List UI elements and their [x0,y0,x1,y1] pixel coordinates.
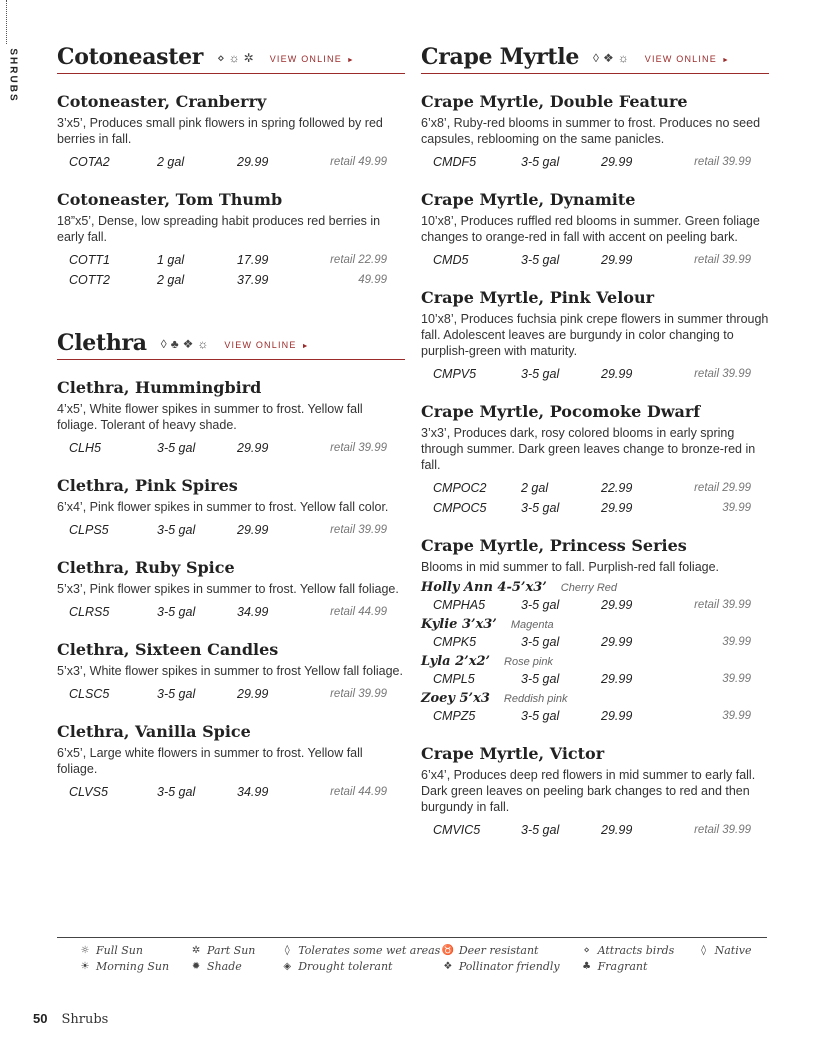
product-entry [57,92,405,172]
legend-item [442,960,581,973]
play-arrow-icon: ► [721,57,731,64]
sku-price: 34.99 [237,605,269,619]
full-sun-icon: ☼ [228,51,240,65]
product-entry [421,190,769,270]
category-header [57,326,405,360]
product-entry [57,722,405,802]
product-entry [421,288,769,384]
sku-size: 1 gal [157,253,185,267]
sku-row [57,438,405,458]
page-section-name: Shrubs [61,1012,109,1027]
sku-price: 29.99 [237,155,269,169]
legend-label: Full Sun [96,944,143,957]
sku-retail-price: 39.99 [722,502,751,514]
sku-code: CMPOC2 [433,481,487,495]
product-entry [57,476,405,540]
sku-price: 29.99 [601,501,633,515]
legend-label: Tolerates some wet areas [298,944,441,957]
sku-retail-price: retail 22.99 [330,254,387,266]
legend-item [79,944,190,957]
view-online-link[interactable] [645,54,730,64]
sku-size: 3-5 gal [157,687,196,701]
legend-label: Drought tolerant [298,960,393,973]
legend-label: Pollinator friendly [458,960,560,973]
product-entry [57,640,405,704]
legend-item [190,960,281,973]
sku-retail-price: retail 39.99 [330,442,387,454]
full-sun-icon: ☼ [617,51,629,65]
legend-column [698,944,767,973]
product-title: Clethra, Vanilla Spice [57,722,251,741]
sku-row [57,520,405,540]
legend-item [442,944,581,957]
sku-row [421,820,769,840]
product-title: Crape Myrtle, Pink Velour [421,288,655,307]
legend-label: Deer resistant [458,944,539,957]
product-title: Crape Myrtle, Victor [421,744,605,763]
product-entry [421,402,769,518]
page-number: 50 [33,1011,48,1026]
sku-code: COTT2 [69,273,110,287]
sku-row [57,602,405,622]
full-sun-icon: ☼ [80,945,90,956]
sku-size: 3-5 gal [521,253,560,267]
sku-price: 37.99 [237,273,269,287]
legend-grid [57,944,767,973]
part-sun-icon: ✲ [243,51,254,65]
sku-row [421,669,769,689]
variety-name: Holly Ann 4-5’x3’ [421,580,547,595]
product-title: Clethra, Hummingbird [57,378,262,397]
category-icons [161,337,209,351]
sku-size: 3-5 gal [157,605,196,619]
left-column [57,40,405,820]
product-description: 6’x5’, Large white flowers in summer to frost. Yellow fall foliage. [57,746,363,776]
product-title: Crape Myrtle, Double Feature [421,92,688,111]
sku-retail-price: retail 39.99 [694,368,751,380]
sku-row [57,684,405,704]
variety-color: Magenta [510,619,554,631]
product-description: 6’x4’, Pink flower spikes in summer to frost. Yellow fall color. [57,500,389,514]
legend-label: Fragrant [597,960,648,973]
legend-column [57,944,190,973]
pollinator-friendly-icon: ❖ [443,961,453,972]
product-description: 5’x3’, Pink flower spikes in summer to frost. Yellow fall foliage. [57,582,399,596]
legend-item [281,944,442,957]
sku-retail-price: 49.99 [358,274,387,286]
category-section [57,40,405,290]
sku-retail-price: retail 29.99 [694,482,751,494]
sku-retail-price: retail 39.99 [694,254,751,266]
product-title: Crape Myrtle, Pocomoke Dwarf [421,402,701,421]
view-online-link[interactable] [224,340,309,350]
sku-size: 3-5 gal [521,672,560,686]
sku-price: 29.99 [601,672,633,686]
part-sun-icon: ✲ [191,945,201,956]
category-header [421,40,769,74]
sku-code: CMDF5 [433,155,477,169]
variety-name: Zoey 5’x3 [421,691,490,706]
legend-item [190,944,281,957]
drought-tolerant-icon: ◈ [283,961,292,972]
attracts-birds-icon: ⋄ [583,945,590,956]
fragrant-icon: ♣ [170,337,179,351]
sku-retail-price: retail 39.99 [694,824,751,836]
legend-column [581,944,698,973]
product-entry [57,378,405,458]
product-title: Clethra, Sixteen Candles [57,640,279,659]
sku-price: 29.99 [237,687,269,701]
side-tab-dots [6,0,8,44]
right-column [421,40,769,858]
product-entry [57,190,405,290]
sku-code: COTT1 [69,253,110,267]
side-tab-label: SHRUBS [7,48,19,103]
product-entry [421,92,769,172]
play-arrow-icon: ► [301,343,310,350]
sku-retail-price: retail 44.99 [330,786,387,798]
product-title: Clethra, Pink Spires [57,476,238,495]
product-description: 6’x8’, Ruby-red blooms in summer to frost. Produces no seed capsules, reblooming on the same panicles. [421,116,761,146]
sku-size: 3-5 gal [521,155,560,169]
sku-retail-price: retail 39.99 [694,599,751,611]
sku-size: 3-5 gal [521,823,560,837]
sku-code: CLPS5 [69,523,109,537]
variety-row [421,691,769,706]
sku-price: 29.99 [601,253,633,267]
product-description: 18”x5’, Dense, low spreading habit produces red berries in early fall. [57,214,381,244]
legend-column [190,944,281,973]
product-entry [421,536,769,726]
product-description: 4’x5’, White flower spikes in summer to frost. Yellow fall foliage. Tolerant of heavy shade. [57,402,363,432]
sku-price: 22.99 [601,481,633,495]
sku-price: 29.99 [601,598,633,612]
sku-price: 29.99 [601,823,633,837]
sku-price: 29.99 [601,155,633,169]
sku-row [421,595,769,615]
product-description: 10’x8’, Produces fuchsia pink crepe flowers in summer through fall. Adolescent leaves are burgundy in color changing to purplish-green with maturity. [421,312,769,358]
pollinator-friendly-icon: ❖ [182,337,194,351]
sku-row [57,152,405,172]
fragrant-icon: ♣ [582,961,592,972]
sku-price: 29.99 [601,709,633,723]
legend-item [581,944,698,957]
sku-size: 3-5 gal [157,441,196,455]
morning-sun-icon: ☀ [80,961,90,972]
sku-code: COTA2 [69,155,110,169]
native-icon: ◊ [701,945,707,956]
category-section [57,326,405,802]
sku-price: 29.99 [601,367,633,381]
variety-color: Rose pink [504,656,553,668]
view-online-label: VIEW ONLINE [224,340,297,350]
legend-column [442,944,581,973]
sku-retail-price: 39.99 [722,710,751,722]
sku-retail-price: retail 39.99 [330,524,387,536]
view-online-label: VIEW ONLINE [644,54,717,64]
product-title: Crape Myrtle, Princess Series [421,536,687,555]
page-footer [33,1011,108,1027]
product-title: Cotoneaster, Tom Thumb [57,190,283,209]
sku-row [57,250,405,270]
sku-retail-price: retail 49.99 [330,156,387,168]
sku-size: 3-5 gal [521,635,560,649]
pollinator-friendly-icon: ❖ [602,51,614,65]
variety-color: Reddish pink [503,693,568,705]
sku-row [421,498,769,518]
wet-areas-icon: ◊ [284,945,290,956]
category-icons [593,51,629,65]
product-description: 3’x3’, Produces dark, rosy colored blooms in early spring through summer. Dark green leaves change to bronze-red in fall. [421,426,756,472]
sku-code: CMD5 [433,253,469,267]
variety-color: Cherry Red [560,582,618,594]
legend-label: Attracts birds [597,944,675,957]
product-title: Cotoneaster, Cranberry [57,92,267,111]
sku-row [57,782,405,802]
sku-row [421,250,769,270]
view-online-link[interactable] [270,54,355,64]
icon-legend [57,937,767,973]
variety-name: Lyla 2’x2’ [421,654,491,669]
morning-sun-icon: ☼ [197,337,209,351]
sku-price: 29.99 [237,523,269,537]
variety-row [421,580,769,595]
sku-code: CMPOC5 [433,501,487,515]
sku-code: CLSC5 [69,687,110,701]
sku-size: 2 gal [157,155,185,169]
sku-size: 2 gal [157,273,185,287]
sku-row [57,270,405,290]
sku-size: 3-5 gal [157,523,196,537]
product-description: 5’x3’, White flower spikes in summer to frost Yellow fall foliage. [57,664,403,678]
sku-code: CLH5 [69,441,101,455]
legend-label: Native [714,944,752,957]
product-description: 6’x4’, Produces deep red flowers in mid summer to early fall. Dark green leaves on peeling bark changes to red and then burgundy in fall. [421,768,756,814]
view-online-label: VIEW ONLINE [269,54,342,64]
sku-price: 17.99 [237,253,269,267]
category-title: Crape Myrtle [421,44,580,70]
wet-areas-icon: ◊ [160,337,167,351]
sku-row [421,632,769,652]
category-header [57,40,405,74]
sku-size: 3-5 gal [521,709,560,723]
product-description: Blooms in mid summer to fall. Purplish-red fall foliage. [421,560,720,574]
sku-code: CLVS5 [69,785,108,799]
variety-row [421,617,769,632]
variety-row [421,654,769,669]
deer-resistant-icon: ♉ [441,945,455,956]
attracts-birds-icon: ⋄ [217,51,225,65]
sku-size: 3-5 gal [521,367,560,381]
sku-size: 3-5 gal [521,501,560,515]
sku-code: CMPK5 [433,635,477,649]
category-icons [217,51,254,65]
sku-price: 34.99 [237,785,269,799]
product-entry [421,744,769,840]
legend-item [281,960,442,973]
play-arrow-icon: ► [346,57,356,64]
product-description: 3’x5’, Produces small pink flowers in spring followed by red berries in fall. [57,116,383,146]
sku-price: 29.99 [237,441,269,455]
legend-column [281,944,442,973]
category-title: Clethra [57,330,147,356]
sku-retail-price: retail 39.99 [330,688,387,700]
sku-retail-price: retail 39.99 [694,156,751,168]
sku-retail-price: retail 44.99 [330,606,387,618]
product-title: Crape Myrtle, Dynamite [421,190,636,209]
variety-name: Kylie 3’x3’ [421,617,497,632]
sku-row [421,478,769,498]
sku-code: CMPV5 [433,367,477,381]
sku-retail-price: 39.99 [722,636,751,648]
product-title: Clethra, Ruby Spice [57,558,235,577]
legend-label: Shade [207,960,242,973]
sku-code: CMPL5 [433,672,475,686]
shade-icon: ✹ [191,961,201,972]
sku-code: CLRS5 [69,605,110,619]
legend-item [698,944,767,957]
sku-row [421,152,769,172]
native-icon: ◊ [593,51,599,65]
category-section [421,40,769,840]
sku-code: CMPHA5 [433,598,486,612]
category-title: Cotoneaster [57,44,204,70]
sku-retail-price: 39.99 [722,673,751,685]
product-description: 10’x8’, Produces ruffled red blooms in summer. Green foliage changes to orange-red in fall with accent on peeling bark. [421,214,760,244]
legend-item [79,960,190,973]
sku-size: 3-5 gal [521,598,560,612]
sku-code: CMPZ5 [433,709,476,723]
sku-price: 29.99 [601,635,633,649]
legend-label: Part Sun [207,944,256,957]
sku-size: 3-5 gal [157,785,196,799]
product-entry [57,558,405,622]
legend-item [581,960,698,973]
sku-code: CMVIC5 [433,823,481,837]
legend-label: Morning Sun [96,960,170,973]
sku-row [421,706,769,726]
sku-size: 2 gal [521,481,549,495]
sku-row [421,364,769,384]
